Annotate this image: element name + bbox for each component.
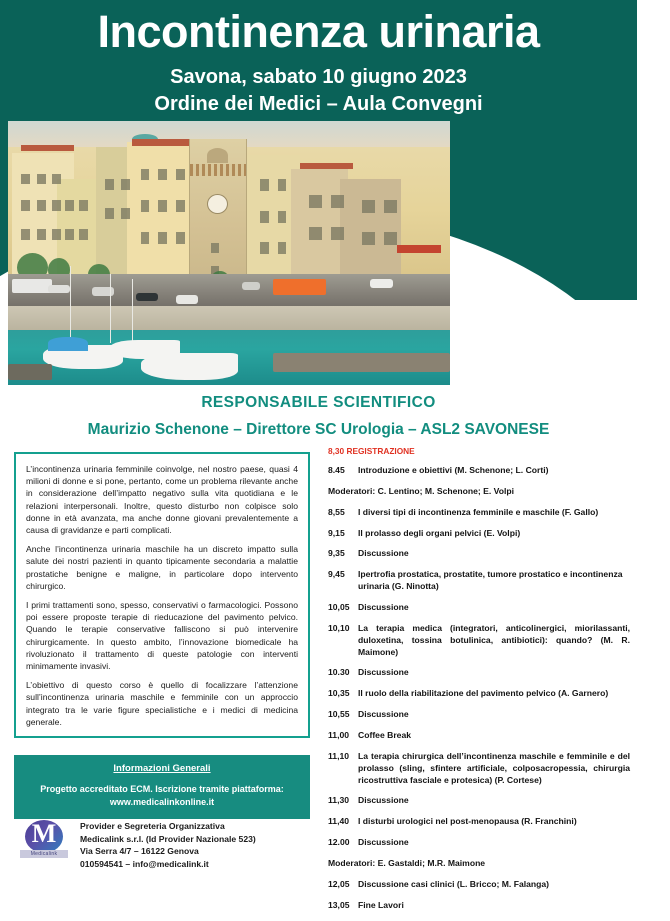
- photo-window: [52, 174, 61, 185]
- program-item: [328, 709, 630, 721]
- photo-boat-canopy: [48, 337, 88, 350]
- photo-window: [158, 200, 167, 212]
- scientific-responsible-name: Maurizio Schenone – Direttore SC Urologia – ASL2 SAVONESE: [87, 421, 550, 438]
- photo-window: [260, 211, 269, 223]
- photo-window: [65, 229, 74, 240]
- program-item-title: I diversi tipi di incontinenza femminile e maschile (F. Gallo): [358, 506, 599, 517]
- program-item-title: Fine Lavori: [358, 899, 404, 910]
- photo-window: [331, 227, 344, 240]
- photo-window: [141, 169, 150, 181]
- photo-window: [37, 200, 46, 211]
- program-item-time: 11,30: [328, 795, 350, 806]
- provider-line: Via Serra 4/7 – 16122 Genova: [80, 846, 199, 857]
- program-item: [328, 507, 630, 519]
- photo-window: [362, 232, 375, 245]
- program-item: [328, 879, 630, 891]
- program-item-time: 10,10: [328, 622, 350, 633]
- photo-mast: [132, 279, 133, 342]
- page-title: Incontinenza urinaria: [97, 6, 540, 57]
- program-item: [328, 667, 630, 679]
- program-item: [328, 837, 630, 849]
- program-item: [328, 465, 630, 477]
- program-item-title: Discussione: [358, 548, 409, 559]
- provider-line: Provider e Segreteria Organizzativa: [80, 821, 225, 831]
- medicalink-logo: [20, 818, 68, 863]
- photo-window: [121, 179, 130, 190]
- program-item-time: 11,00: [328, 730, 350, 741]
- photo-window: [52, 200, 61, 211]
- photo-window: [331, 195, 344, 208]
- photo-car: [92, 287, 114, 295]
- program-item-title: La terapia medica (integratori, anticolinergici, miorilassanti, duloxetina, tossina botulinica, antibiotici): quando? (M. R. Maimone): [358, 622, 630, 657]
- photo-window: [141, 232, 150, 244]
- photo-window: [21, 174, 30, 185]
- abstract-paragraph: L’obiettivo di questo corso è quello di focalizzare l’attenzione sull’incontinenza urinaria maschile e femminile con un approccio integrato tra le varie figure specialistiche e i medici di medicina generale.: [26, 680, 298, 727]
- photo-window: [176, 200, 185, 212]
- photo-window: [260, 242, 269, 254]
- program-item-time: 8,55: [328, 506, 345, 517]
- photo-roof: [132, 139, 194, 146]
- photo-orange-bus: [273, 279, 326, 295]
- photo-awning: [397, 245, 441, 253]
- program-item-title: Il prolasso degli organi pelvici (E. Volpi): [358, 527, 521, 538]
- photo-car: [242, 282, 260, 290]
- photo-window: [260, 179, 269, 191]
- photo-window: [79, 200, 88, 211]
- photo-pier: [8, 364, 52, 380]
- abstract-paragraph: I primi trattamenti sono, spesso, conservativi o farmacologici. Possono poi essere proposte terapie di rieducazione del pavimento pelvico. Quando le terapie conservative falliscono si può intervenire chirurgicamente. In questo ambito, l’innovazione biomedicale ha rivoluzionato il trattamento di queste patologie con interventi minimamente invasivi.: [26, 600, 298, 672]
- savona-harbour-photo: [8, 121, 450, 385]
- abstract-paragraph: Anche l’incontinenza urinaria maschile ha un discreto impatto sulla salute dei nostri pazienti in quanto tipicamente secondaria a malattie prostatiche benigne e maligne, in particolare dopo intervento chirurgico.: [26, 544, 298, 591]
- photo-car: [176, 295, 198, 303]
- program-item-time: 10,55: [328, 709, 350, 720]
- program-list: [328, 465, 630, 912]
- program-item: [328, 751, 630, 787]
- photo-tower-niche: [207, 148, 228, 163]
- abstract-paragraph: L’incontinenza urinaria femminile coinvolge, nel nostro paese, quasi 4 milioni di donne e si pone, pertanto, come un problema rilevante anche in considerazione dell’impatto negativo sulla vita quotidiana e le relazioni interpersonali. Inoltre, questo disturbo non colpisce solo donne in età avanzata, ma anche donne giovani prevalentemente a causa di gravidanze e parti complicati.: [26, 464, 298, 536]
- photo-window: [21, 200, 30, 211]
- photo-window: [105, 208, 114, 219]
- photo-window: [52, 229, 61, 240]
- program-item: [328, 569, 630, 593]
- program-item-time: 13,05: [328, 899, 350, 910]
- scientific-responsible-block: [0, 394, 637, 439]
- photo-window: [278, 179, 287, 191]
- registration-time: 8,30 REGISTRAZIONE: [328, 446, 415, 456]
- photo-window: [309, 195, 322, 208]
- photo-window: [121, 208, 130, 219]
- photo-window: [362, 200, 375, 213]
- photo-window: [278, 242, 287, 254]
- photo-car: [370, 279, 392, 287]
- provider-details: [80, 818, 256, 870]
- photo-window: [65, 200, 74, 211]
- program-item: [328, 602, 630, 614]
- program-item-title: Discussione: [358, 667, 409, 678]
- program-item-time: 12,05: [328, 878, 350, 889]
- photo-motorboat: [141, 353, 238, 379]
- photo-window: [176, 232, 185, 244]
- photo-window: [309, 227, 322, 240]
- program-item-time: 9,15: [328, 527, 345, 538]
- scientific-responsible-label: RESPONSABILE SCIENTIFICO: [201, 394, 436, 411]
- photo-window: [211, 243, 219, 253]
- program-item-title: Discussione: [358, 602, 409, 613]
- program-item: [328, 623, 630, 659]
- registration-website-link[interactable]: www.medicalinkonline.it: [109, 797, 215, 808]
- program-item-title: Introduzione e obiettivi (M. Schenone; L. Corti): [358, 465, 549, 475]
- program-item-time: 12.00: [328, 837, 350, 848]
- provider-footer: [20, 818, 320, 870]
- program-item: [328, 816, 630, 828]
- photo-window: [278, 211, 287, 223]
- program-item-time: 9,35: [328, 548, 345, 559]
- photo-window: [141, 200, 150, 212]
- program-item-title: I disturbi urologici nel post-menopausa (R. Franchini): [358, 816, 577, 827]
- program-item-title: La terapia chirurgica dell’incontinenza maschile e femminile e del prolasso (sling, sfintere artificiale, colposacropessia, chirurgia ricostruttiva fasciale e protesica) (P. Cortese): [358, 750, 630, 785]
- program-item-time: 10,35: [328, 688, 350, 699]
- photo-tower-clock: [207, 194, 228, 214]
- photo-window: [158, 232, 167, 244]
- program-item: [328, 528, 630, 540]
- program-item-title: Ipertrofia prostatica, prostatite, tumore prostatico e incontinenza urinaria (G. Ninotta): [358, 569, 623, 592]
- ecm-accreditation-line: Progetto accreditato ECM. Iscrizione tramite piattaforma:: [40, 784, 284, 795]
- photo-inner: [8, 121, 450, 385]
- program-item-title: Coffee Break: [358, 730, 412, 741]
- program-item: [328, 795, 630, 807]
- program-item: [328, 688, 630, 700]
- photo-roof: [300, 163, 353, 169]
- program-item-title: Discussione casi clinici (L. Bricco; M. Falanga): [358, 878, 550, 889]
- event-date: Savona, sabato 10 giugno 2023: [170, 66, 467, 89]
- program-item-time: 11,10: [328, 750, 350, 761]
- photo-tower-band: [190, 164, 245, 176]
- program-schedule: [328, 446, 630, 921]
- program-item-time: 11,40: [328, 816, 350, 827]
- photo-window: [21, 229, 30, 240]
- program-item-time: 10.30: [328, 667, 350, 678]
- provider-line: Medicalink s.r.l. (Id Provider Nazionale 523): [80, 833, 256, 844]
- program-item-title: Discussione: [358, 795, 409, 806]
- photo-building: [127, 142, 198, 285]
- program-moderators: Moderatori: E. Gastaldi; M.R. Maimone: [328, 858, 486, 869]
- program-item-time: 9,45: [328, 569, 345, 580]
- photo-pier: [273, 353, 450, 371]
- program-moderators: Moderatori: C. Lentino; M. Schenone; E. Volpi: [328, 485, 515, 496]
- general-information-title: Informazioni Generali: [113, 763, 211, 775]
- photo-window: [79, 229, 88, 240]
- program-item-title: Discussione: [358, 709, 409, 720]
- photo-mast: [70, 266, 71, 340]
- logo-letter-m: M: [31, 819, 57, 848]
- program-item-title: Il ruolo della riabilitazione del pavimento pelvico (A. Garnero): [358, 688, 609, 699]
- photo-car: [136, 293, 158, 301]
- program-item: [328, 548, 630, 560]
- photo-window: [158, 169, 167, 181]
- photo-mast: [110, 274, 111, 343]
- photo-window: [384, 232, 397, 245]
- general-information-box: [14, 755, 310, 819]
- program-item-title: Discussione: [358, 837, 409, 848]
- photo-white-bus: [12, 279, 52, 292]
- title-block: [0, 0, 637, 117]
- photo-window: [176, 169, 185, 181]
- provider-line: 010594541 – info@medicalink.it: [80, 858, 209, 869]
- photo-window: [105, 179, 114, 190]
- photo-window: [384, 200, 397, 213]
- program-item-time: 8.45: [328, 465, 345, 475]
- photo-window: [37, 174, 46, 185]
- left-column: [14, 452, 310, 819]
- program-item: [328, 900, 630, 912]
- event-venue: Ordine dei Medici – Aula Convegni: [154, 92, 483, 115]
- program-item-time: 10,05: [328, 602, 350, 613]
- photo-window: [37, 229, 46, 240]
- logo-wordmark: Medicalink: [20, 850, 68, 858]
- program-item: [328, 730, 630, 742]
- photo-roof: [21, 145, 74, 152]
- photo-car: [48, 285, 70, 293]
- abstract-box: [14, 452, 310, 738]
